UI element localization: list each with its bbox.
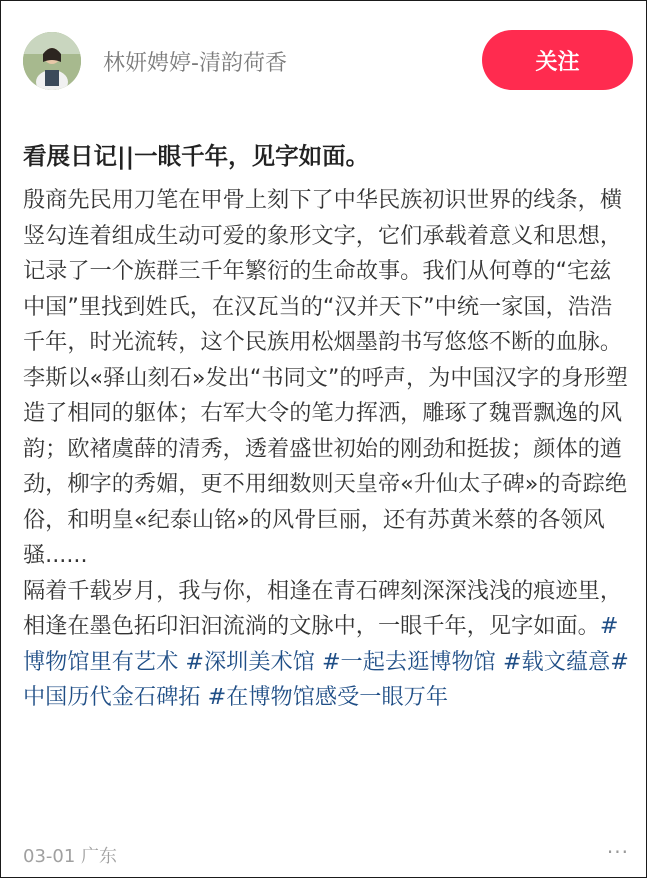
post-paragraph-2-text: 隔着千载岁月，我与你，相逢在青石碑刻深深浅浅的痕迹里，相逢在墨色拓印汩汩流淌的文脉中，一眼千年，见字如面。 <box>23 577 623 639</box>
post-meta <box>23 842 117 868</box>
post-paragraph-2 <box>23 574 633 716</box>
post-location: 广东 <box>81 846 118 867</box>
hashtag[interactable]: #博物馆里有艺术 <box>23 613 619 675</box>
post-body <box>23 183 633 716</box>
post-paragraph-1: 殷商先民用刀笔在甲骨上刻下了中华民族初识世界的线条，横竖勾连着组成生动可爱的象形文字，它们承载着意义和思想，记录了一个族群三千年繁衍的生命故事。我们从何尊的“宅兹中国”里找到姓氏，在汉瓦当的“汉并天下”中统一家国，浩浩千年，时光流转，这个民族用松烟墨韵书写悠悠不断的血脉。李斯以«驿山刻石»发出“书同文”的呼声，为中国汉字的身形塑造了相同的躯体；右军大令的笔力挥洒，雕琢了魏晋飘逸的风韵；欧褚虞薛的清秀，透着盛世初始的刚劲和挺拔；颜体的遒劲，柳字的秀媚，更不用细数则天皇帝«升仙太子碑»的奇踪绝俗，和明皇«纪泰山铭»的风骨巨丽，还有苏黄米蔡的各领风骚...... <box>23 187 628 568</box>
post-header <box>0 28 647 96</box>
hashtag[interactable]: #载文蕴意 <box>502 648 611 675</box>
hashtag[interactable]: #深圳美术馆 <box>185 648 315 675</box>
author-name[interactable]: 林妍娉婷-清韵荷香 <box>103 51 287 76</box>
hashtag[interactable]: #中国历代金石碑拓 <box>23 648 629 710</box>
post-title: 看展日记||一眼千年，见字如面。 <box>23 142 370 170</box>
post-footer <box>23 840 633 868</box>
avatar[interactable] <box>23 32 81 90</box>
follow-button[interactable]: 关注 <box>482 30 633 90</box>
hashtag[interactable]: #一起去逛博物馆 <box>321 648 496 675</box>
more-options-icon[interactable]: ··· <box>606 840 629 864</box>
post-date: 03-01 <box>23 846 76 867</box>
hashtag[interactable]: #在博物馆感受一眼万年 <box>207 684 449 710</box>
avatar-image <box>23 32 81 90</box>
